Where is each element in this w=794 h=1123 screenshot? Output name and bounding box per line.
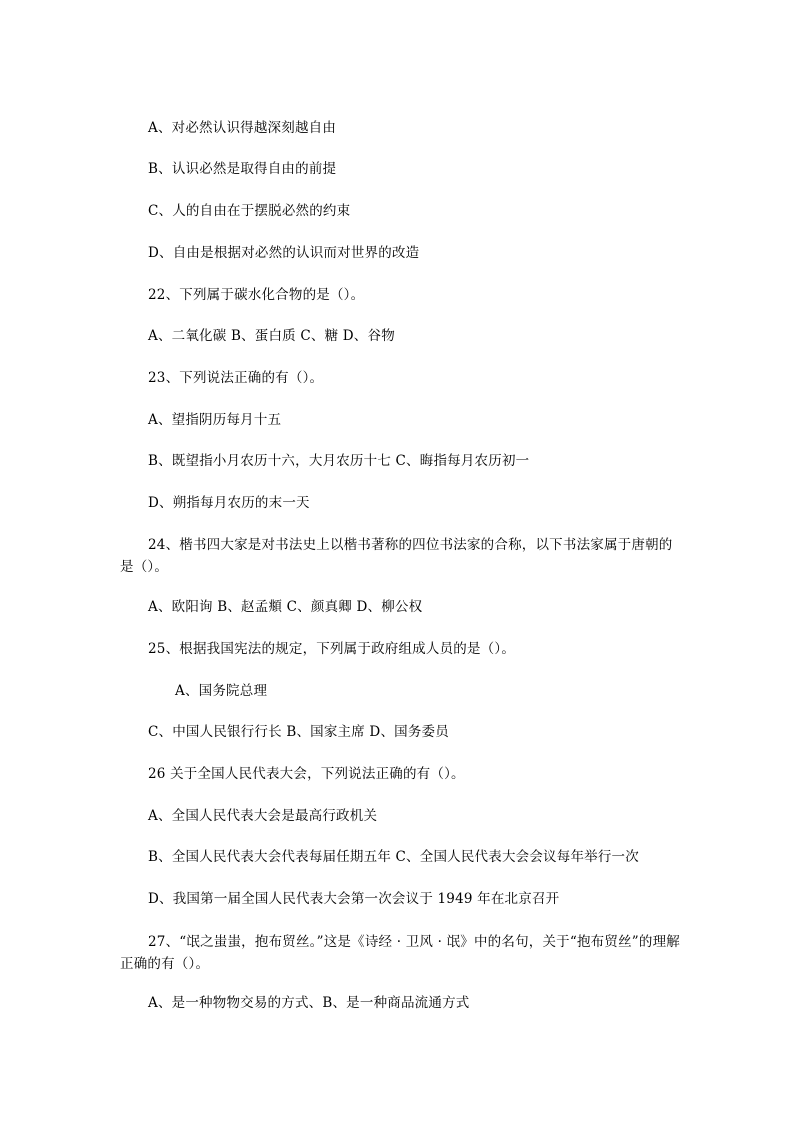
question-26-option-b-c: B、全国人民代表大会代表每届任期五年 C、全国人民代表大会会议每年举行一次 xyxy=(148,849,639,865)
option-a-freedom: A、对必然认识得越深刻越自由 xyxy=(148,120,337,136)
question-25-options-c-b-d: C、中国人民银行行长 B、国家主席 D、国务委员 xyxy=(148,724,449,740)
question-25-option-a: A、国务院总理 xyxy=(175,683,268,699)
question-26: 26 关于全国人民代表大会，下列说法正确的有（）。 xyxy=(148,766,465,782)
question-23: 23、下列说法正确的有（）。 xyxy=(148,370,324,386)
question-27-options: A、是一种物物交易的方式、B、是一种商品流通方式 xyxy=(148,995,470,1011)
question-24-options: A、欧阳询 B、赵孟頫 C、颜真卿 D、柳公权 xyxy=(148,599,423,615)
option-b-freedom: B、认识必然是取得自由的前提 xyxy=(148,161,337,177)
question-23-option-d: D、朔指每月农历的末一天 xyxy=(148,495,310,511)
question-23-option-a: A、望指阴历每月十五 xyxy=(148,412,282,428)
question-22-options: A、二氧化碳 B、蛋白质 C、糖 D、谷物 xyxy=(148,328,395,344)
option-d-freedom: D、自由是根据对必然的认识而对世界的改造 xyxy=(148,245,420,261)
question-26-option-a: A、全国人民代表大会是最高行政机关 xyxy=(148,808,378,824)
question-23-option-b-c: B、既望指小月农历十六，大月农历十七 C、晦指每月农历初一 xyxy=(148,453,530,469)
question-27: 27、“氓之蚩蚩，抱布贸丝。”这是《诗经 · 卫风 · 氓》中的名句，关于“抱布贸丝”的理解正确的有（）。 xyxy=(120,934,680,972)
question-22: 22、下列属于碳水化合物的是（）。 xyxy=(148,287,365,303)
question-25: 25、根据我国宪法的规定，下列属于政府组成人员的是（）。 xyxy=(148,641,516,657)
question-24: 24、楷书四大家是对书法史上以楷书著称的四位书法家的合称，以下书法家属于唐朝的是（）。 xyxy=(120,537,673,575)
option-c-freedom: C、人的自由在于摆脱必然的约束 xyxy=(148,203,351,219)
question-26-option-d: D、我国第一届全国人民代表大会第一次会议于 1949 年在北京召开 xyxy=(148,891,560,907)
